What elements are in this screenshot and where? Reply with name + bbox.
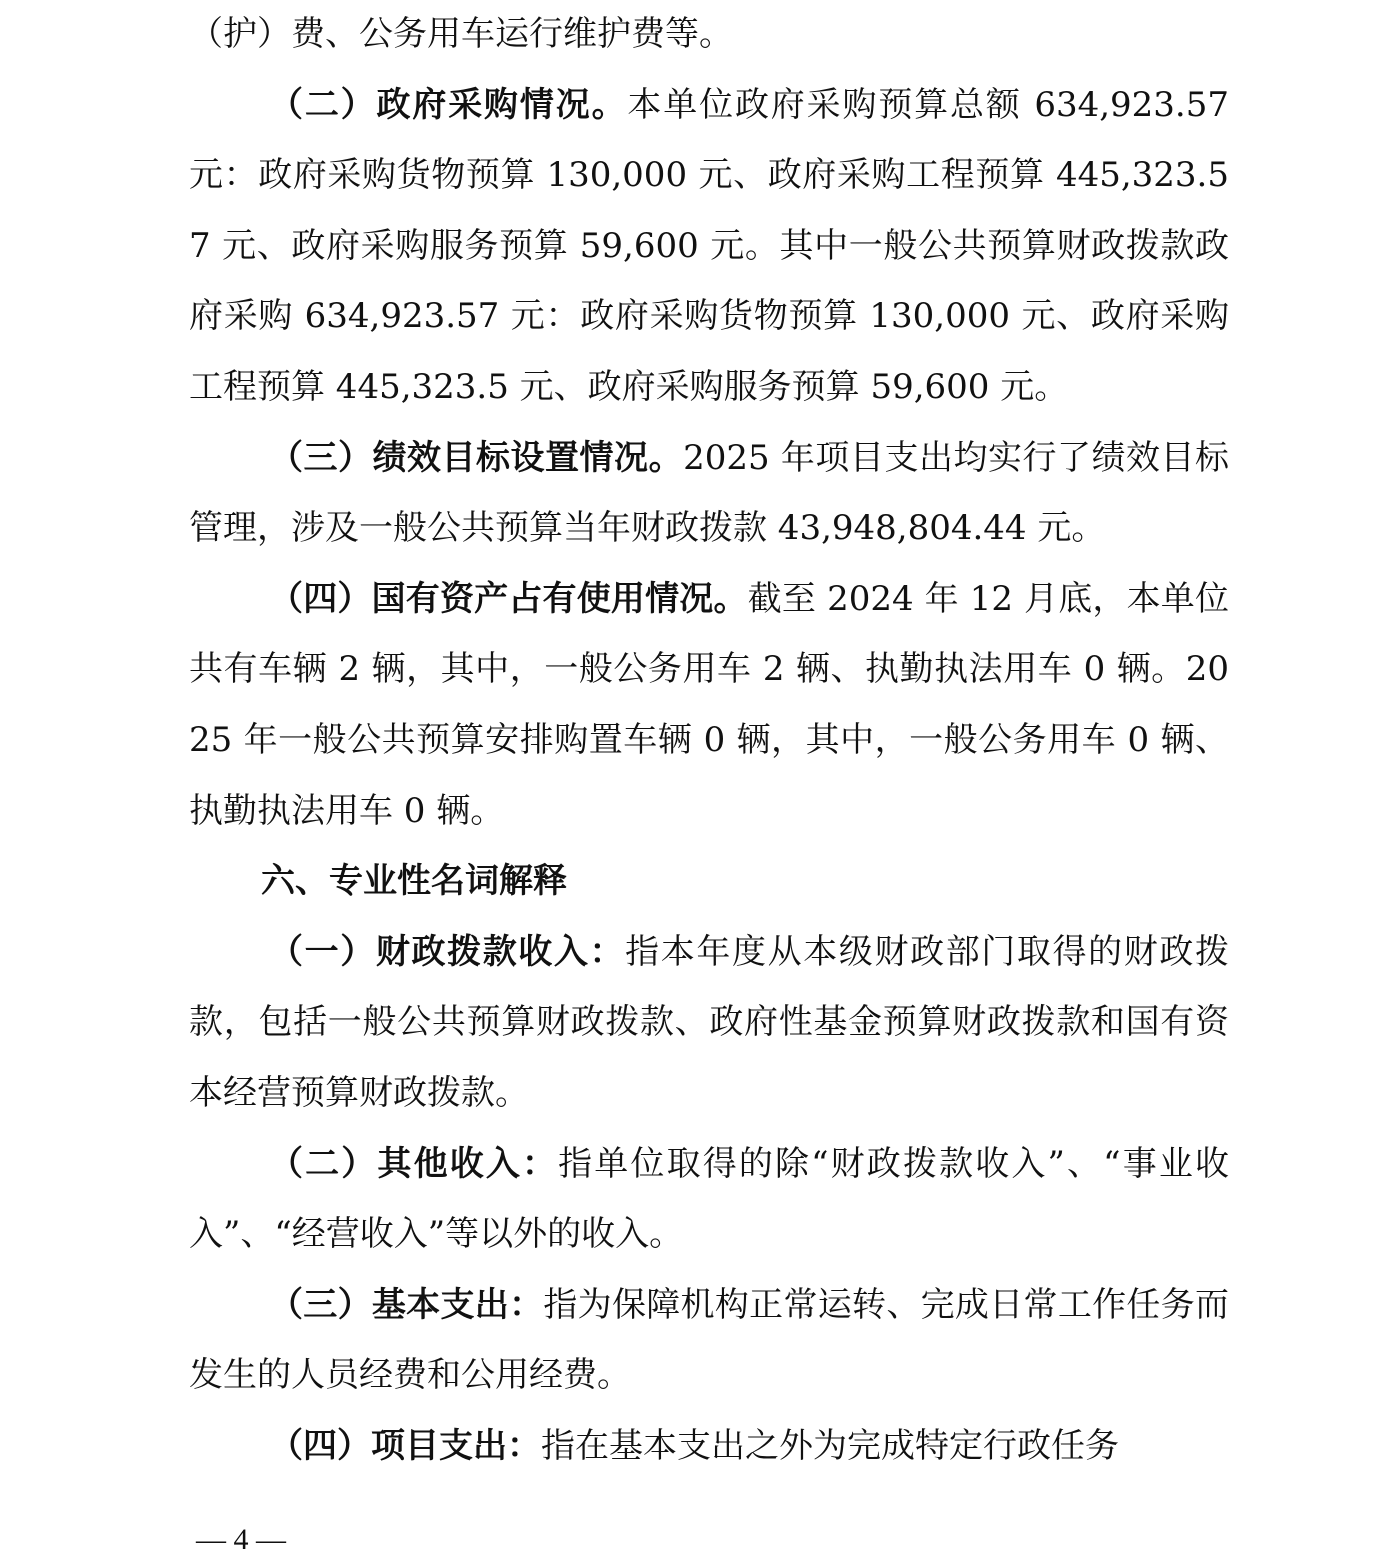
paragraph-government-procurement [189,70,1229,423]
term-other-income [189,1129,1229,1270]
section-title: 六、专业性名词解释 [261,861,567,902]
term-heading: （二）其他收入： [269,1143,559,1184]
term-definition: 指本年度从本级财政部门取得的财政拨款，包括一般公共预算财政拨款、政府性基金预算财政拨款和国有资本经营预算财政拨款。 [189,931,1230,1113]
term-definition: 指为保障机构正常运转、完成日常工作任务而发生的人员经费和公用经费。 [189,1284,1230,1396]
paragraph-heading: （二）政府采购情况。 [269,84,628,125]
paragraph-text: 2025 年项目支出均实行了绩效目标管理，涉及一般公共预算当年财政拨款 43,948,804.44 元。 [189,437,1229,549]
paragraph-text: 截至 2024 年 12 月底，本单位共有车辆 2 辆，其中，一般公务用车 2 辆、执勤执法用车 0 辆。2025 年一般公共预算安排购置车辆 0 辆，其中，一般公务用车 0 辆、执勤执法用车 0 辆。 [189,578,1230,831]
term-definition: 指在基本支出之外为完成特定行政任务 [541,1425,1119,1466]
paragraph-state-assets [189,564,1229,846]
term-fiscal-appropriation-income [189,917,1229,1129]
paragraph-heading: （三）绩效目标设置情况。 [269,437,684,478]
paragraph-continuation [189,0,1229,70]
document-page [189,0,1229,1481]
term-heading: （一）财政拨款收入： [269,931,626,972]
term-definition: 指单位取得的除“财政拨款收入”、“事业收入”、“经营收入”等以外的收入。 [189,1143,1229,1255]
term-project-expenditure [189,1411,1229,1482]
paragraph-text: 本单位政府采购预算总额 634,923.57 元：政府采购货物预算 130,000 元、政府采购工程预算 445,323.57 元、政府采购服务预算 59,600 元。其中一般公共预算财政拨款政府采购 634,923.57 元：政府采购货物预算 130,000 元、政府采购工程预算 445,323.5 元、政府采购服务预算 59,600 元。 [189,84,1229,407]
term-heading: （四）项目支出： [269,1425,541,1466]
paragraph-heading: （四）国有资产占有使用情况。 [269,578,748,619]
term-basic-expenditure [189,1270,1229,1411]
paragraph-text: （护）费、公务用车运行维护费等。 [189,14,733,54]
term-heading: （三）基本支出： [269,1284,544,1325]
paragraph-performance-goals [189,423,1229,564]
page-number: — 4 — [196,1523,286,1556]
